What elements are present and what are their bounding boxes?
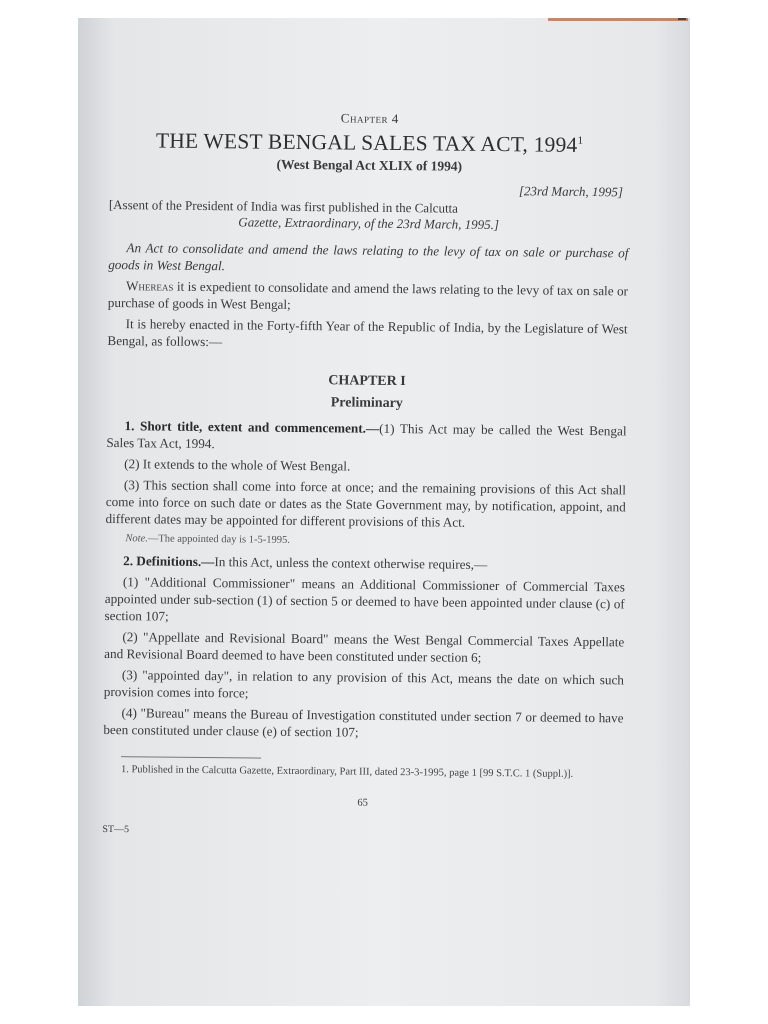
corner-mark: [678, 18, 686, 20]
section-1-heading: 1. Short title, extent and commencement.—: [124, 418, 380, 436]
definition-3: (3) "appointed day", in relation to any provision of this Act, means the date on which such provision comes into force;: [103, 667, 625, 701]
document-page: [101, 98, 630, 1003]
whereas-word: Whereas: [125, 278, 174, 294]
whereas-text: it is expedient to consolidate and amend the laws relating to the levy of tax on sale or purchase of goods in West Bengal;: [107, 278, 629, 312]
section-1-sub-1: (1) This Act may be called the West Bengal Sales Tax Act, 1994.: [106, 420, 627, 452]
long-title: An Act to consolidate and amend the laws relating to the levy of tax on sale or purchase of goods in West Bengal.: [108, 240, 629, 274]
definition-4: (4) "Bureau" means the Bureau of Investigation constituted under section 7 or deemed to have been constituted under clause (e) of section 107;: [103, 705, 624, 740]
section-2: [105, 552, 625, 574]
note-text: —The appointed day is 1-5-1995.: [147, 533, 290, 546]
definition-2: (2) "Appellate and Revisional Board" means the West Bengal Commercial Taxes Appellate and Revisional Board deemed to have been constituted under section 6;: [104, 629, 625, 665]
act-title: [109, 128, 629, 158]
note: [125, 533, 625, 549]
chapter-label: Chapter 4: [340, 110, 399, 127]
enacting-clause: It is hereby enacted in the Forty-fifth Year of the Republic of India, by the Legislature of West Bengal, as follows:—: [107, 316, 628, 350]
page-number: 65: [357, 797, 368, 809]
act-title-text: THE WEST BENGAL SALES TAX ACT, 1994: [155, 128, 578, 157]
assent-date: [23rd March, 1995]: [518, 183, 624, 200]
title-footnote-mark: 1: [577, 134, 584, 147]
section-2-intro: In this Act, unless the context otherwise requires,—: [214, 554, 488, 572]
scanned-page-photo: [78, 18, 690, 1006]
whereas-clause: [108, 277, 628, 316]
act-subtitle: (West Bengal Act XLIX of 1994): [276, 156, 463, 174]
note-label: Note.: [125, 533, 148, 545]
page-edge-shadow: [548, 18, 688, 21]
assent-line-2: Gazette, Extraordinary, of the 23rd March, 1995.]: [238, 214, 500, 233]
assent-note: [109, 197, 629, 234]
section-1-sub-2: (2) It extends to the whole of West Bengal.: [124, 456, 351, 474]
section-1: [106, 417, 626, 456]
assent-line-1: [Assent of the President of India was first published in the Calcutta: [108, 196, 459, 216]
definition-1: (1) "Additional Commissioner" means an Additional Commissioner of Commercial Taxes appointed under sub-section (1) of section 5 or deemed to have been appointed under clause (c) of section 107;: [104, 574, 625, 624]
chapter-heading: CHAPTER I: [328, 373, 406, 390]
footnote: 1. Published in the Calcutta Gazette, Extraordinary, Part III, dated 23-3-1995, page 1 [99 S.T.C. 1 (Suppl.)].: [120, 764, 574, 780]
chapter-subheading: Preliminary: [330, 395, 403, 412]
section-2-heading: 2. Definitions.—: [123, 553, 215, 570]
signature-mark: ST—5: [102, 823, 130, 836]
section-1-sub-3: (3) This section shall come into force at once; and the remaining provisions of this Act shall come into force on such date or dates as the State Government may, by notification, appoint, and different dates may be appointed for different provisions of this Act.: [105, 477, 627, 530]
footnote-rule: [121, 756, 261, 758]
